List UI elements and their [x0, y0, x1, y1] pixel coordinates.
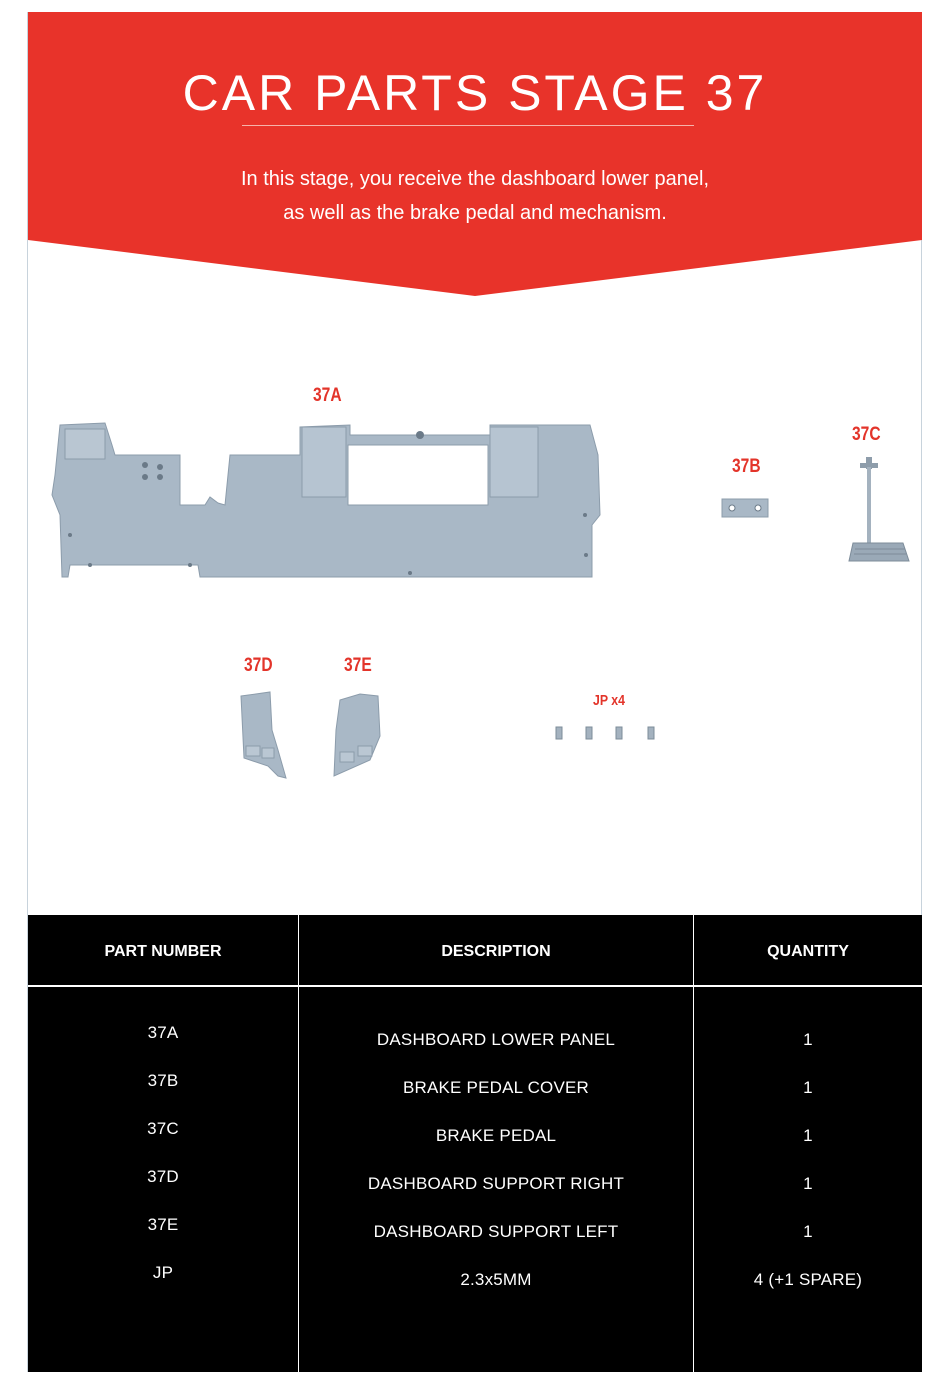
- dashboard-support-left-image: [330, 690, 385, 782]
- cell-description: DASHBOARD LOWER PANEL: [376, 1030, 616, 1049]
- cell-quantity: 1: [803, 1078, 813, 1097]
- label-37e: 37E: [344, 655, 372, 676]
- header-banner: [28, 12, 922, 297]
- header-description: DESCRIPTION: [441, 943, 551, 960]
- intro-text: [28, 162, 922, 230]
- dashboard-lower-panel-image: [50, 415, 605, 585]
- label-37b: 37B: [732, 456, 761, 477]
- cell-part: 37E: [147, 1215, 179, 1234]
- banner-shape: [28, 12, 922, 297]
- cell-description: BRAKE PEDAL: [435, 1126, 557, 1145]
- parts-table: [28, 915, 922, 1372]
- label-37c: 37C: [852, 424, 881, 445]
- intro-line-2: as well as the brake pedal and mechanism.: [283, 202, 667, 224]
- jp-screws-image: [553, 723, 663, 743]
- label-jp: JP x4: [593, 692, 625, 709]
- cell-description: DASHBOARD SUPPORT RIGHT: [367, 1174, 625, 1193]
- cell-description: BRAKE PEDAL COVER: [402, 1078, 590, 1097]
- header-part-number: PART NUMBER: [104, 943, 222, 960]
- cell-part: JP: [152, 1263, 174, 1282]
- brake-pedal-image: [845, 455, 915, 565]
- cell-part: 37C: [147, 1119, 179, 1138]
- title-divider: [242, 125, 694, 126]
- brake-pedal-cover-image: [720, 497, 770, 519]
- cell-part: 37B: [147, 1071, 179, 1090]
- cell-quantity: 1: [803, 1030, 813, 1049]
- cell-description: DASHBOARD SUPPORT LEFT: [373, 1222, 619, 1241]
- cell-quantity: 4 (+1 SPARE): [753, 1270, 863, 1289]
- label-37a: 37A: [313, 385, 342, 406]
- cell-part: 37A: [147, 1023, 179, 1042]
- header-quantity: QUANTITY: [767, 943, 849, 960]
- cell-quantity: 1: [803, 1126, 813, 1145]
- cell-part: 37D: [147, 1167, 179, 1186]
- cell-quantity: 1: [803, 1174, 813, 1193]
- intro-line-1: In this stage, you receive the dashboard lower panel,: [240, 168, 710, 190]
- dashboard-support-right-image: [238, 690, 290, 782]
- label-37d: 37D: [244, 655, 273, 676]
- page-title: CAR PARTS STAGE 37: [182, 65, 768, 121]
- cell-description: 2.3x5MM: [460, 1270, 532, 1289]
- cell-quantity: 1: [803, 1222, 813, 1241]
